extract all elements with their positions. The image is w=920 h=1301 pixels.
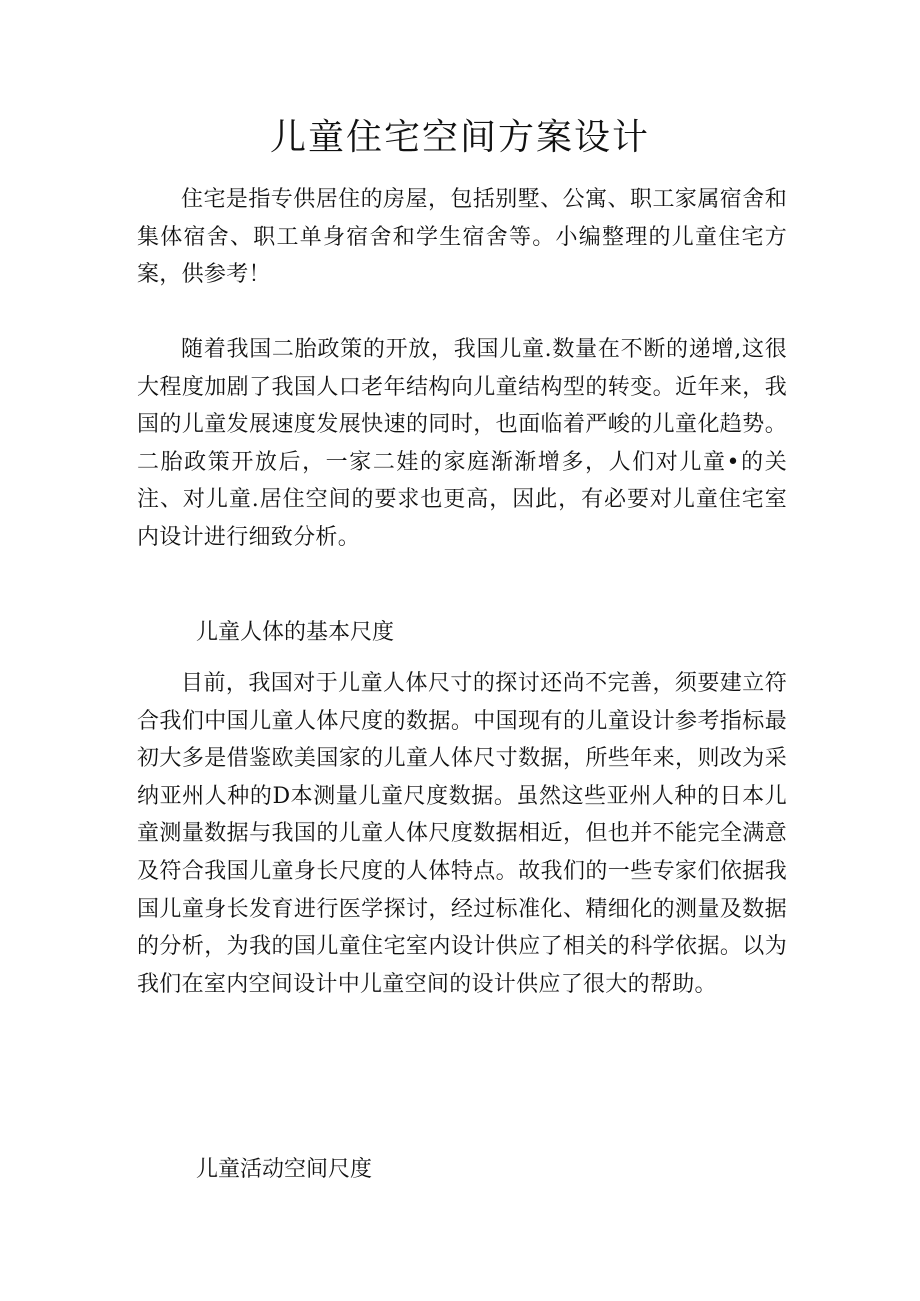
section-heading-activity-space: 儿童活动空间尺度 [196, 1157, 373, 1182]
body-scale-paragraph: 目前，我国对于儿童人体尺寸的探讨还尚不完善，须要建立符合我们中国儿童人体尺度的数据。中国现有的儿童设计参考指标最初大多是借鉴欧美国家的儿童人体尺寸数据，所些年来，则改为采纳亚州人种的D本测量儿童尺度数据。虽然这些亚州人种的日本儿童测量数据与我国的儿童人体尺度数据相近，但也并不能完全满意及符合我国儿童身长尺度的人体特点。故我们的一些专家们依据我国儿童身长发育进行医学探讨，经过标准化、精细化的测量及数据的分析，为我的国儿童住宅室内设计供应了相关的科学依据。以为我们在室内空间设计中儿童空间的设计供应了很大的帮助。 [137, 671, 787, 997]
intro-paragraph: 住宅是指专供居住的房屋，包括别墅、公寓、职工家属宿舍和集体宿舍、职工单身宿舍和学生宿舍等。小编整理的儿童住宅方案，供参考！ [137, 187, 787, 288]
section-heading-body-scale: 儿童人体的基本尺度 [196, 620, 395, 645]
page-title: 儿童住宅空间方案设计 [269, 117, 650, 158]
background-paragraph: 随着我国二胎政策的开放，我国儿童.数量在不断的递增,这很大程度加剧了我国人口老年结构向儿童结构型的转变。近年来，我国的儿童发展速度发展快速的同时，也面临着严峻的儿童化趋势。二胎政策开放后，一家二娃的家庭渐渐增多，人们对儿童•的关注、对儿童.居住空间的要求也更高，因此，有必要对儿童住宅室内设计进行细致分析。 [137, 337, 787, 550]
